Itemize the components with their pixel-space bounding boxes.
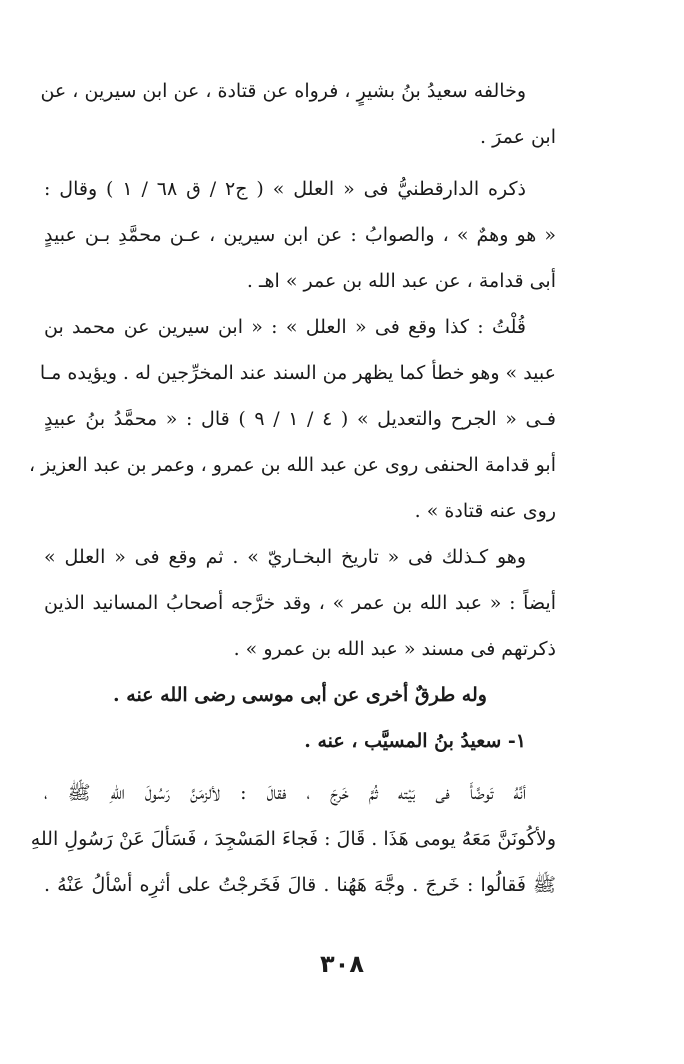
paragraph-bukhari xyxy=(44,534,556,672)
text-line: ﷺ فَقالُوا : خَرجَ . وجَّهَ هَهُنا . قالَ فَخَرجْتُ على أثرِه أسْألُ عَنْهُ . xyxy=(44,874,556,896)
paragraph-khalafahu xyxy=(40,68,556,160)
text-line: فـى « الجرح والتعديل » ( ٤ / ١ / ٩ ) قال : « محمَّدُ بنُ عبيدٍ xyxy=(44,408,557,430)
text-line: وهو كـذلك فى « تاريخ البخـاريّ » . ثم وقع فى « العلل » xyxy=(44,546,526,568)
text-line: أبى قدامة ، عن عبد الله بن عمر » اهـ . xyxy=(246,270,556,292)
text-line: قُلْتُ : كذا وقع فى « العلل » : « ابن سيرين عن محمد بن xyxy=(44,316,526,338)
text-line: ذكرتهم فى مسند « عبد الله بن عمرو » . xyxy=(233,638,556,660)
paragraph-narrator-heading xyxy=(44,718,556,764)
text-line: وخالفه سعيدُ بنُ بشيرٍ ، فرواه عن قتادة ، عن ابن سيرين ، عن xyxy=(40,80,526,102)
page-number: ٣٠٨ xyxy=(320,950,364,978)
paragraph-hadith-text xyxy=(30,770,556,908)
text-line: أيضاً : « عبد الله بن عمر » ، وقد خرَّجه أصحابُ المسانيد الذين xyxy=(44,592,556,614)
text-line: أنَّهُ تَوضَّأَ فى بَيْته ثُمَّ خَرجَ ، فقالَ : لألزمَنَّ رَسُولَ اللهِ ﷺ ، xyxy=(44,782,526,804)
text-line: أبو قدامة الحنفى روى عن عبد الله بن عمرو ، وعمر بن عبد العزيز ، xyxy=(28,454,556,476)
paragraph-other-routes xyxy=(44,672,556,718)
text-line: روى عنه قتادة » . xyxy=(414,500,556,522)
page-body xyxy=(28,68,557,908)
paragraph-qultu xyxy=(28,304,557,534)
section-heading: وله طرقٌ أخرى عن أبى موسى رضى الله عنه . xyxy=(113,684,487,706)
text-line: ذكره الدارقطنيُّ فى « العلل » ( ج٢ / ق ٦٨ / ١ ) وقال : xyxy=(44,178,526,200)
text-line: ولأكُونَنَّ مَعَهُ يومى هَذَا . قَالَ : فَجاءَ المَسْجِدَ ، فَسَألَ عَنْ رَسُولِ اللهِ xyxy=(30,828,556,850)
text-line: عبيد » وهو خطأ كما يظهر من السند عند المخرِّجين له . ويؤيده مـا xyxy=(39,362,556,384)
text-line: ابن عمرَ . xyxy=(480,126,556,148)
paragraph-daraqutni xyxy=(44,166,556,304)
text-line: « هو وهمٌ » ، والصوابُ : عن ابن سيرين ، عـن محمَّدِ بـن عبيدٍ xyxy=(44,224,556,246)
narrator-heading: ١- سعيدُ بنُ المسيَّب ، عنه . xyxy=(304,730,526,752)
